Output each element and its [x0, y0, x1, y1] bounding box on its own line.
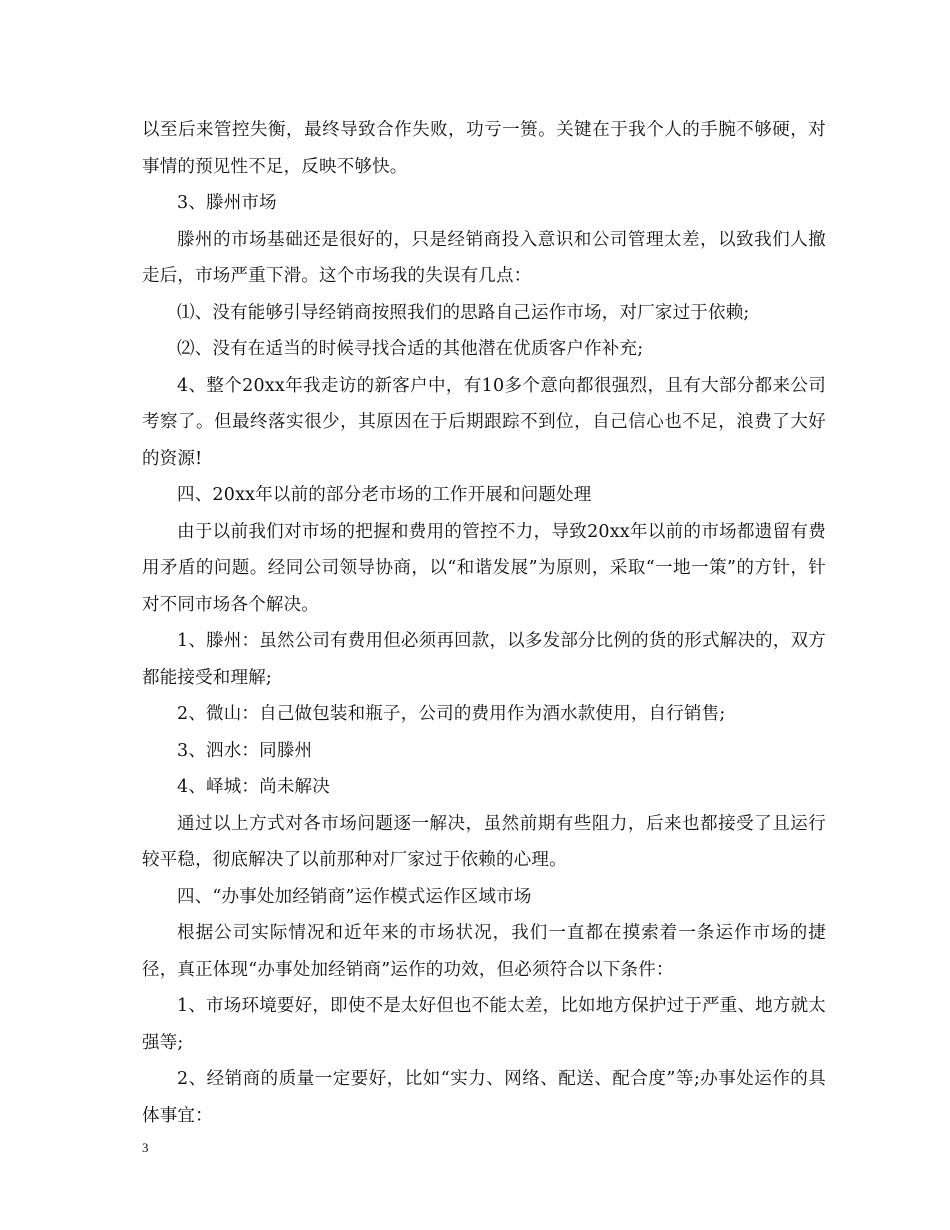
document-page — [142, 112, 826, 1134]
list-item-mistake-2: ⑵、没有在适当的时候寻找合适的其他潜在优质客户作补充; — [177, 339, 644, 359]
list-item-condition-2: 2、经销商的质量一定要好，比如“实力、网络、配送、配合度”等;办事处运作的具体事宜： — [142, 1069, 826, 1126]
heading-tengzhou-market: 3、滕州市场 — [177, 193, 277, 213]
paragraph-resolution: 通过以上方式对各市场问题逐一解决，虽然前期有些阻力，后来也都接受了且运行较平稳，彻底解决了以前那种对厂家过于依赖的心理。 — [142, 813, 826, 870]
paragraph-model-intro: 根据公司实际情况和近年来的市场状况，我们一直都在摸索着一条运作市场的捷径，真正体现“办事处加经销商”运作的功效，但必须符合以下条件： — [142, 923, 826, 980]
paragraph-new-clients: 4、整个20xx年我走访的新客户中，有10多个意向都很强烈，且有大部分都来公司考察了。但最终落实很少，其原因在于后期跟踪不到位，自己信心也不足，浪费了大好的资源! — [142, 375, 826, 469]
paragraph-old-markets-intro: 由于以前我们对市场的把握和费用的管控不力，导致20xx年以前的市场都遗留有费用矛盾的问题。经同公司领导协商，以“和谐发展”为原则，采取“一地一策”的方针，针对不同市场各个解决。 — [142, 521, 826, 615]
list-item-mistake-1: ⑴、没有能够引导经销商按照我们的思路自己运作市场，对厂家过于依赖; — [177, 302, 750, 323]
list-item-weishan: 2、微山：自己做包装和瓶子，公司的费用作为酒水款使用，自行销售; — [177, 704, 726, 724]
list-item-tengzhou: 1、滕州：虽然公司有费用但必须再回款，以多发部分比例的货的形式解决的，双方都能接受和理解; — [142, 631, 826, 688]
heading-office-dealer-model: 四、“办事处加经销商”运作模式运作区域市场 — [177, 886, 532, 907]
list-item-condition-1: 1、市场环境要好，即使不是太好但也不能太差，比如地方保护过于严重、地方就太强等; — [142, 996, 826, 1053]
list-item-yicheng: 4、峄城：尚未解决 — [177, 777, 330, 797]
page-number: 3 — [142, 1140, 149, 1155]
list-item-sishui: 3、泗水：同滕州 — [177, 740, 313, 761]
paragraph-continuation: 以至后来管控失衡，最终导致合作失败，功亏一篑。关键在于我个人的手腕不够硬，对事情的预见性不足，反映不够快。 — [142, 120, 826, 177]
paragraph-tengzhou-analysis: 滕州的市场基础还是很好的，只是经销商投入意识和公司管理太差，以致我们人撤走后，市场严重下滑。这个市场我的失误有几点： — [142, 229, 826, 286]
heading-old-markets: 四、20xx年以前的部分老市场的工作开展和问题处理 — [177, 485, 592, 505]
